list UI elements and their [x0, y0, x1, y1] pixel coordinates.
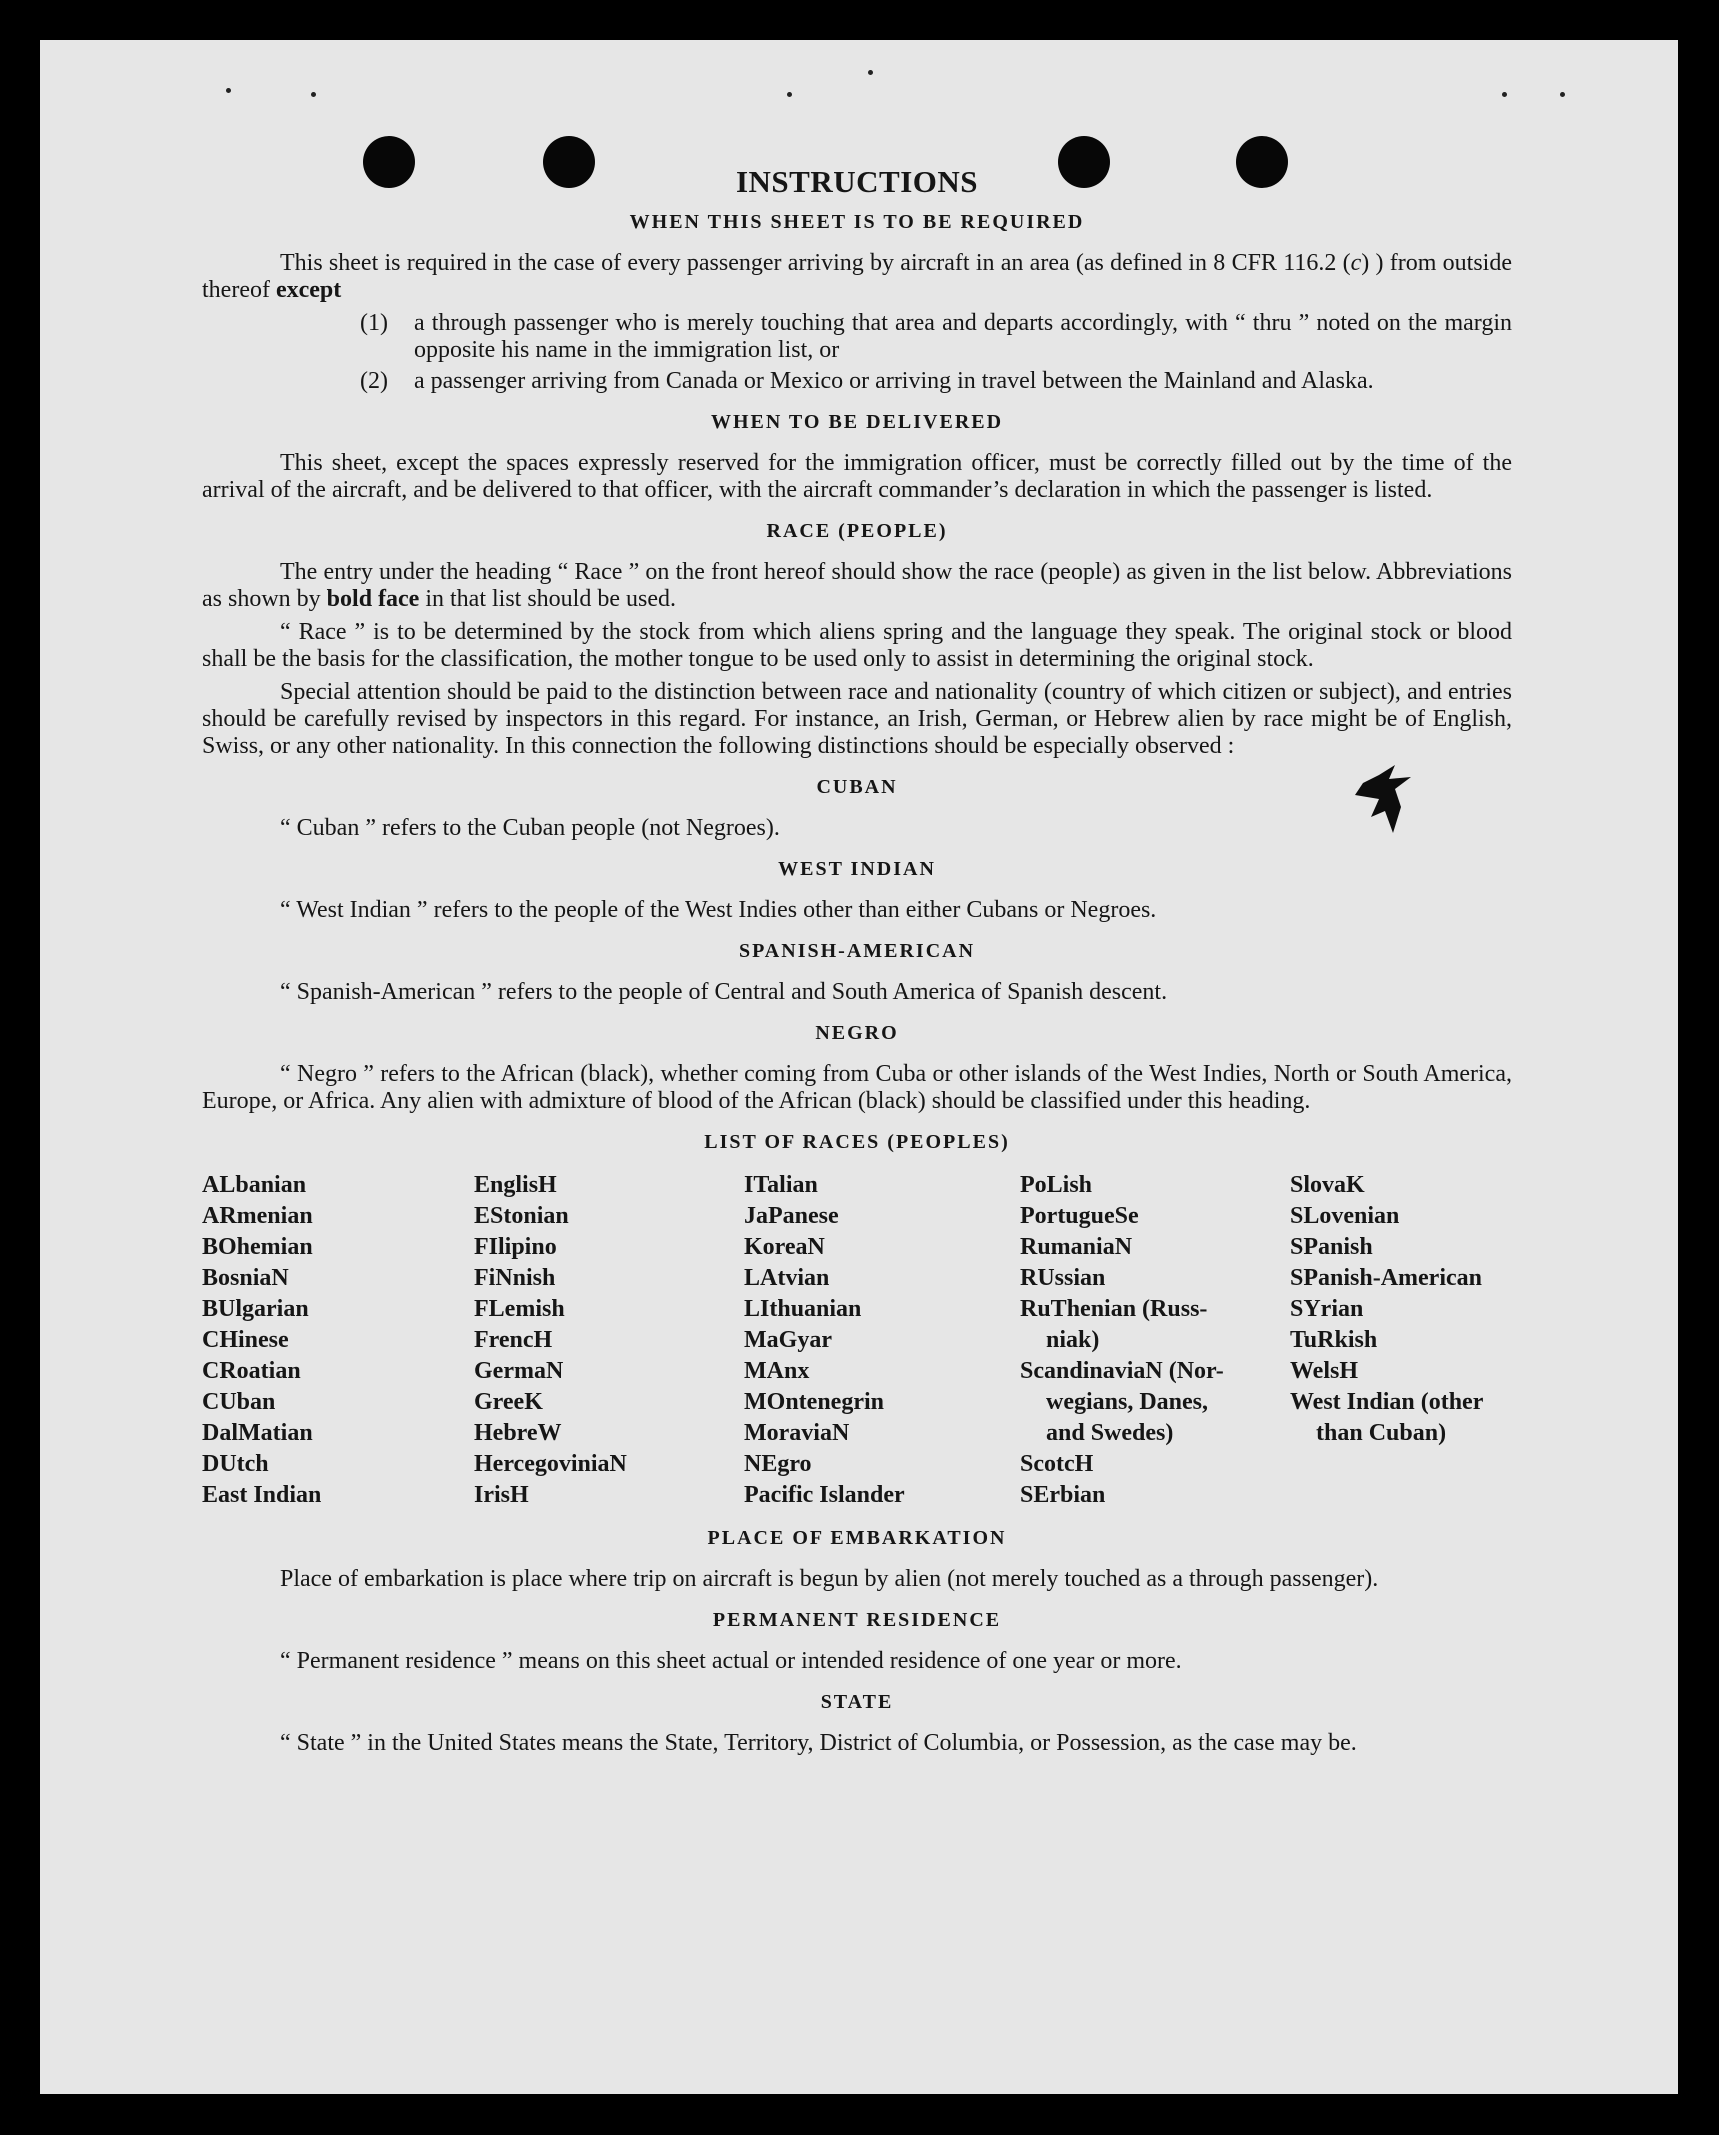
- dust-speck: [868, 70, 873, 75]
- race-entry: and Swedes): [1046, 1420, 1174, 1446]
- race-entry: GermaN: [474, 1358, 564, 1384]
- race-entry: MAnx: [744, 1358, 810, 1384]
- race-entry: HercegoviniaN: [474, 1451, 627, 1477]
- paragraph: The entry under the heading “ Race ” on the front hereof should show the race (people) as given in the list below. Abbreviations as shown by bold face in that list should be used.: [202, 559, 1512, 612]
- race-entry: FiNnish: [474, 1265, 556, 1291]
- races-list: [202, 1170, 1512, 1511]
- races-column: [744, 1170, 1020, 1511]
- instructions-content: [202, 164, 1512, 1763]
- section-heading: RACE (PEOPLE): [766, 520, 948, 542]
- paragraph: “ West Indian ” refers to the people of the West Indies other than either Cubans or Negroes.: [280, 897, 1157, 923]
- paragraph: Special attention should be paid to the distinction between race and nationality (country of which citizen or subject), and entries should be carefully revised by inspectors in this regard. For instance, an Irish, German, or Hebrew alien by race might be of English, Swiss, or any other nationality. In this connection the following distinctions should be especially observed :: [202, 679, 1512, 759]
- race-entry: Pacific Islander: [744, 1482, 905, 1508]
- race-entry: HebreW: [474, 1420, 562, 1446]
- section-heading: NEGRO: [815, 1022, 899, 1044]
- race-entry: CHinese: [202, 1327, 289, 1353]
- dust-speck: [787, 92, 792, 97]
- race-entry: DUtch: [202, 1451, 269, 1477]
- race-entry: wegians, Danes,: [1046, 1389, 1209, 1415]
- page-title: INSTRUCTIONS: [735, 164, 978, 199]
- dust-speck: [1560, 92, 1565, 97]
- section-heading: WEST INDIAN: [778, 858, 936, 880]
- section-heading: PLACE OF EMBARKATION: [707, 1527, 1007, 1549]
- race-entry: CUban: [202, 1389, 276, 1415]
- section-heading: PERMANENT RESIDENCE: [712, 1609, 1002, 1631]
- race-entry: ARmenian: [202, 1203, 313, 1229]
- dust-speck: [226, 88, 231, 93]
- race-entry: SlovaK: [1290, 1172, 1365, 1198]
- paragraph: This sheet, except the spaces expressly reserved for the immigration officer, must be correctly filled out by the time of the arrival of the aircraft, and be delivered to that officer, with the aircraft commander’s declaration in which the passenger is listed.: [202, 450, 1512, 503]
- race-entry: PoLish: [1020, 1172, 1093, 1198]
- section-heading: LIST OF RACES (PEOPLES): [704, 1131, 1010, 1153]
- race-entry: NEgro: [744, 1451, 812, 1477]
- dust-speck: [311, 92, 316, 97]
- race-entry: ALbanian: [202, 1172, 307, 1198]
- race-entry: ITalian: [744, 1172, 818, 1198]
- dust-speck: [1502, 92, 1507, 97]
- race-entry: CRoatian: [202, 1358, 301, 1384]
- race-entry: RUssian: [1020, 1265, 1106, 1291]
- paragraph: “ Negro ” refers to the African (black), whether coming from Cuba or other islands of the West Indies, North or South America, Europe, or Africa. Any alien with admixture of blood of the African (black) should be classified under this heading.: [202, 1061, 1512, 1114]
- race-entry: JaPanese: [744, 1203, 839, 1229]
- race-entry: than Cuban): [1316, 1420, 1447, 1446]
- list-item: (1) a through passenger who is merely touching that area and departs accordingly, with “ thru ” noted on the margin opposite his name in the immigration list, or: [360, 310, 1512, 363]
- paragraph: “ Cuban ” refers to the Cuban people (not Negroes).: [280, 815, 780, 841]
- races-column: [1290, 1170, 1512, 1511]
- race-entry: niak): [1046, 1327, 1100, 1353]
- race-entry: ScotcH: [1020, 1451, 1094, 1477]
- paragraph: “ Permanent residence ” means on this sheet actual or intended residence of one year or more.: [280, 1648, 1182, 1674]
- race-entry: WelsH: [1290, 1358, 1359, 1384]
- race-entry: LAtvian: [744, 1265, 830, 1291]
- section-heading: STATE: [820, 1691, 894, 1713]
- section-heading: WHEN THIS SHEET IS TO BE REQUIRED: [629, 211, 1085, 233]
- race-entry: BOhemian: [202, 1234, 313, 1260]
- races-column: [474, 1170, 744, 1511]
- race-entry: SLovenian: [1290, 1203, 1400, 1229]
- paragraph: This sheet is required in the case of every passenger arriving by aircraft in an area (as defined in 8 CFR 116.2 (c) ) from outside thereof except: [202, 250, 1512, 303]
- race-entry: SYrian: [1290, 1296, 1364, 1322]
- race-entry: SPanish: [1290, 1234, 1373, 1260]
- section-heading: WHEN TO BE DELIVERED: [710, 411, 1004, 433]
- race-entry: West Indian (other: [1290, 1389, 1484, 1415]
- section-heading: SPANISH-AMERICAN: [738, 940, 976, 962]
- paragraph: “ State ” in the United States means the State, Territory, District of Columbia, or Possession, as the case may be.: [280, 1730, 1357, 1756]
- races-column: [202, 1170, 474, 1511]
- paragraph: Place of embarkation is place where trip on aircraft is begun by alien (not merely touched as a through passenger).: [280, 1566, 1379, 1592]
- race-entry: GreeK: [474, 1389, 543, 1415]
- race-entry: FrencH: [474, 1327, 553, 1353]
- race-entry: MaGyar: [744, 1327, 832, 1353]
- race-entry: EStonian: [474, 1203, 569, 1229]
- race-entry: SPanish-American: [1290, 1265, 1482, 1291]
- race-entry: IrisH: [474, 1482, 529, 1508]
- race-entry: RumaniaN: [1020, 1234, 1133, 1260]
- race-entry: LIthuanian: [744, 1296, 862, 1322]
- race-entry: ScandinaviaN (Nor-: [1020, 1358, 1224, 1384]
- race-entry: KoreaN: [744, 1234, 825, 1260]
- race-entry: TuRkish: [1290, 1327, 1378, 1353]
- race-entry: RuThenian (Russ-: [1020, 1296, 1208, 1322]
- section-heading: CUBAN: [816, 776, 898, 798]
- paragraph: “ Spanish-American ” refers to the people of Central and South America of Spanish descent.: [280, 979, 1168, 1005]
- race-entry: EnglisH: [474, 1172, 557, 1198]
- race-entry: PortugueSe: [1020, 1203, 1139, 1229]
- race-entry: BosniaN: [202, 1265, 289, 1291]
- race-entry: MoraviaN: [744, 1420, 850, 1446]
- race-entry: MOntenegrin: [744, 1389, 884, 1415]
- race-entry: DalMatian: [202, 1420, 313, 1446]
- list-item: (2) a passenger arriving from Canada or Mexico or arriving in travel between the Mainland and Alaska.: [360, 368, 1374, 394]
- race-entry: FIlipino: [474, 1234, 557, 1260]
- race-entry: FLemish: [474, 1296, 565, 1322]
- races-column: [1020, 1170, 1290, 1511]
- race-entry: BUlgarian: [202, 1296, 309, 1322]
- race-entry: East Indian: [202, 1482, 322, 1508]
- race-entry: SErbian: [1020, 1482, 1106, 1508]
- paragraph: “ Race ” is to be determined by the stock from which aliens spring and the language they speak. The original stock or blood shall be the basis for the classification, the mother tongue to be used only to assist in determining the original stock.: [202, 619, 1512, 672]
